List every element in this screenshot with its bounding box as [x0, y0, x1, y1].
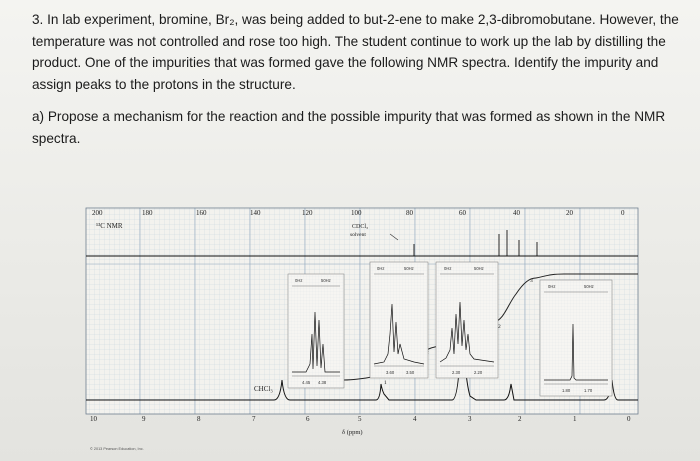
c13-tick: 20 [566, 209, 573, 217]
inset-ppm-right: 2.20 [474, 370, 483, 375]
inset-ppm-right: 3.50 [406, 370, 415, 375]
c13-tick: 100 [351, 209, 362, 217]
inset-hz-left: 0Hz [548, 284, 556, 289]
c13-tick: 40 [513, 209, 520, 217]
h1-axis-labels [90, 415, 631, 423]
question-intro: 3. In lab experiment, bromine, Br₂, was being added to but-2-ene to make 2,3-dibromobutane. However, the temperature was not controlled and rose too high. The student continue to work up the lab by distilling the product. One of the impurities that was formed gave the following NMR spectra. Identify the impurity and assign peaks to the protons in the structure. [32, 12, 679, 92]
h1-tick: 8 [197, 415, 201, 423]
expansion-inset [540, 280, 612, 396]
inset-hz-left: 0Hz [295, 278, 303, 283]
nmr-spectrum-figure [84, 204, 644, 456]
inset-ppm-left: 1.80 [562, 388, 571, 393]
h1-tick: 2 [518, 415, 522, 423]
inset-hz-left: 0Hz [377, 266, 385, 271]
c13-tick: 60 [459, 209, 466, 217]
h1-tick: 3 [468, 415, 472, 423]
h1-tick: 9 [142, 415, 146, 423]
h1-tick: 10 [90, 415, 97, 423]
ppm-axis-label: δ (ppm) [342, 429, 363, 436]
c13-nmr-label: ¹³C NMR [96, 222, 123, 230]
c13-tick: 80 [406, 209, 413, 217]
integration-value: 3 [530, 278, 533, 284]
question-part-a: a) Propose a mechanism for the reaction and the possible impurity that was formed as shown in the NMR spectra. [32, 109, 666, 146]
inset-hz-right: 50Hz [474, 266, 484, 271]
solvent-label: solvent [350, 232, 366, 238]
nmr-spectrum-svg [84, 204, 644, 456]
c13-tick: 120 [302, 209, 313, 217]
inset-ppm-right: 4.38 [318, 380, 327, 385]
inset-ppm-left: 4.45 [302, 380, 311, 385]
copyright-label: © 2013 Pearson Education, Inc. [90, 447, 144, 451]
c13-tick: 140 [250, 209, 261, 217]
integration-value: 1 [384, 380, 387, 386]
h1-tick: 1 [573, 415, 577, 423]
c13-tick: 0 [621, 209, 625, 217]
h1-tick: 6 [306, 415, 310, 423]
chcl3-label: CHCl₃ [254, 385, 273, 393]
h1-tick: 0 [627, 415, 631, 423]
inset-hz-right: 50Hz [404, 266, 414, 271]
integration-value: 2 [498, 324, 501, 330]
h1-tick: 5 [358, 415, 362, 423]
inset-hz-left: 0Hz [444, 266, 452, 271]
expansion-inset [288, 274, 344, 388]
h1-tick: 7 [252, 415, 256, 423]
question-text-block [32, 9, 682, 149]
expansion-inset [436, 262, 498, 378]
inset-hz-right: 50Hz [584, 284, 594, 289]
inset-ppm-right: 1.70 [584, 388, 593, 393]
c13-tick: 180 [142, 209, 153, 217]
inset-hz-right: 50Hz [321, 278, 331, 283]
expansion-inset [370, 262, 428, 378]
c13-tick: 160 [196, 209, 207, 217]
inset-ppm-left: 2.30 [452, 370, 461, 375]
cdcl3-label: CDCl₃ [352, 224, 369, 230]
inset-ppm-left: 3.60 [386, 370, 395, 375]
c13-tick: 200 [92, 209, 103, 217]
h1-tick: 4 [413, 415, 417, 423]
